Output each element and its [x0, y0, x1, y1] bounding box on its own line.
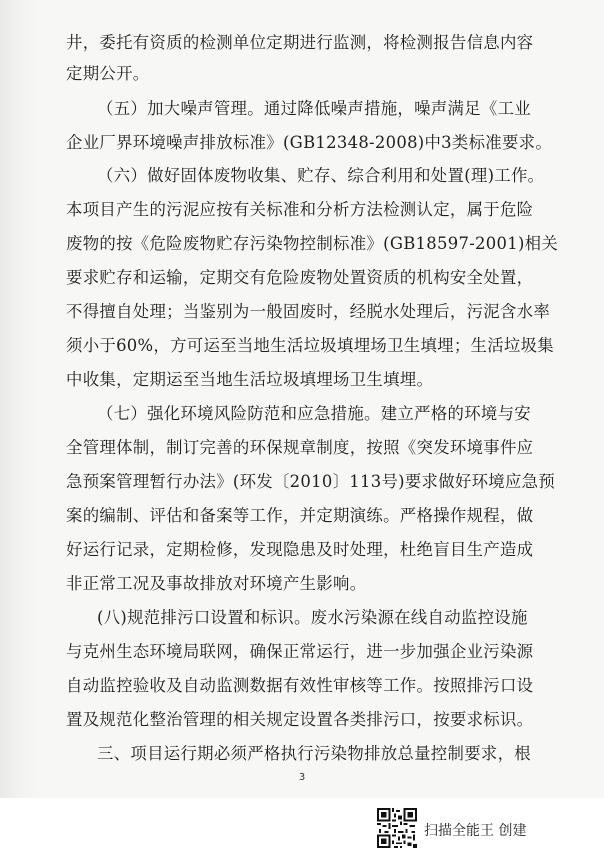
- text-line: （六）做好固体废物收集、贮存、综合利用和处置(理)工作。: [97, 166, 545, 185]
- text-line: 好运行记录，定期检修，发现隐患及时处理，杜绝盲目生产造成: [66, 540, 534, 559]
- text-line: 置及规范化整治管理的相关规定设置各类排污口，按要求标识。: [66, 710, 534, 729]
- text-line: (八)规范排污口设置和标识。废水污染源在线自动监控设施: [97, 608, 528, 627]
- text-line: 与克州生态环境局联网，确保正常运行，进一步加强企业污染源: [66, 642, 534, 661]
- text-line: （五）加大噪声管理。通过降低噪声措施，噪声满足《工业: [97, 99, 531, 118]
- text-line: 非正常工况及事故排放对环境产生影响。: [66, 574, 367, 593]
- text-line: 要求贮存和运输，定期交有危险废物处置资质的机构安全处置，: [66, 268, 534, 287]
- text-line: 须小于60%，方可运至当地生活垃圾填埋场卫生填埋；生活垃圾集: [66, 336, 554, 355]
- text-line: 中收集，定期运至当地生活垃圾填埋场卫生填埋。: [66, 370, 434, 389]
- text-line: 不得擅自处理；当鉴别为一般固废时，经脱水处理后，污泥含水率: [66, 302, 551, 321]
- text-line: 自动监控验收及自动监测数据有效性审核等工作。按照排污口设: [66, 676, 534, 695]
- text-line: 案的编制、评估和备案等工作，并定期演练。严格操作规程，做: [66, 506, 534, 525]
- text-line: 废物的按《危险废物贮存污染物控制标准》(GB18597-2001)相关: [66, 234, 559, 253]
- text-line: 全管理体制，制订完善的环保规章制度，按照《突发环境事件应: [66, 438, 534, 457]
- text-line: （七）强化环境风险防范和应急措施。建立严格的环境与安: [97, 404, 531, 423]
- text-line: 井，委托有资质的检测单位定期进行监测，将检测报告信息内容: [66, 33, 534, 52]
- text-line: 急预案管理暂行办法》(环发〔2010〕113号)要求做好环境应急预: [66, 472, 556, 491]
- text-line: 定期公开。: [66, 64, 150, 83]
- qr-code-icon: [377, 808, 417, 848]
- text-line: 本项目产生的污泥应按有关标准和分析方法检测认定，属于危险: [66, 200, 534, 219]
- scanner-watermark-text: 扫描全能王 创建: [424, 823, 527, 839]
- text-line: 企业厂界环境噪声排放标准》(GB12348-2008)中3类标准要求。: [66, 133, 553, 152]
- scan-edge-shadow: [0, 0, 40, 856]
- page-number: 3: [298, 772, 306, 783]
- text-line: 三、项目运行期必须严格执行污染物排放总量控制要求，根: [97, 744, 531, 763]
